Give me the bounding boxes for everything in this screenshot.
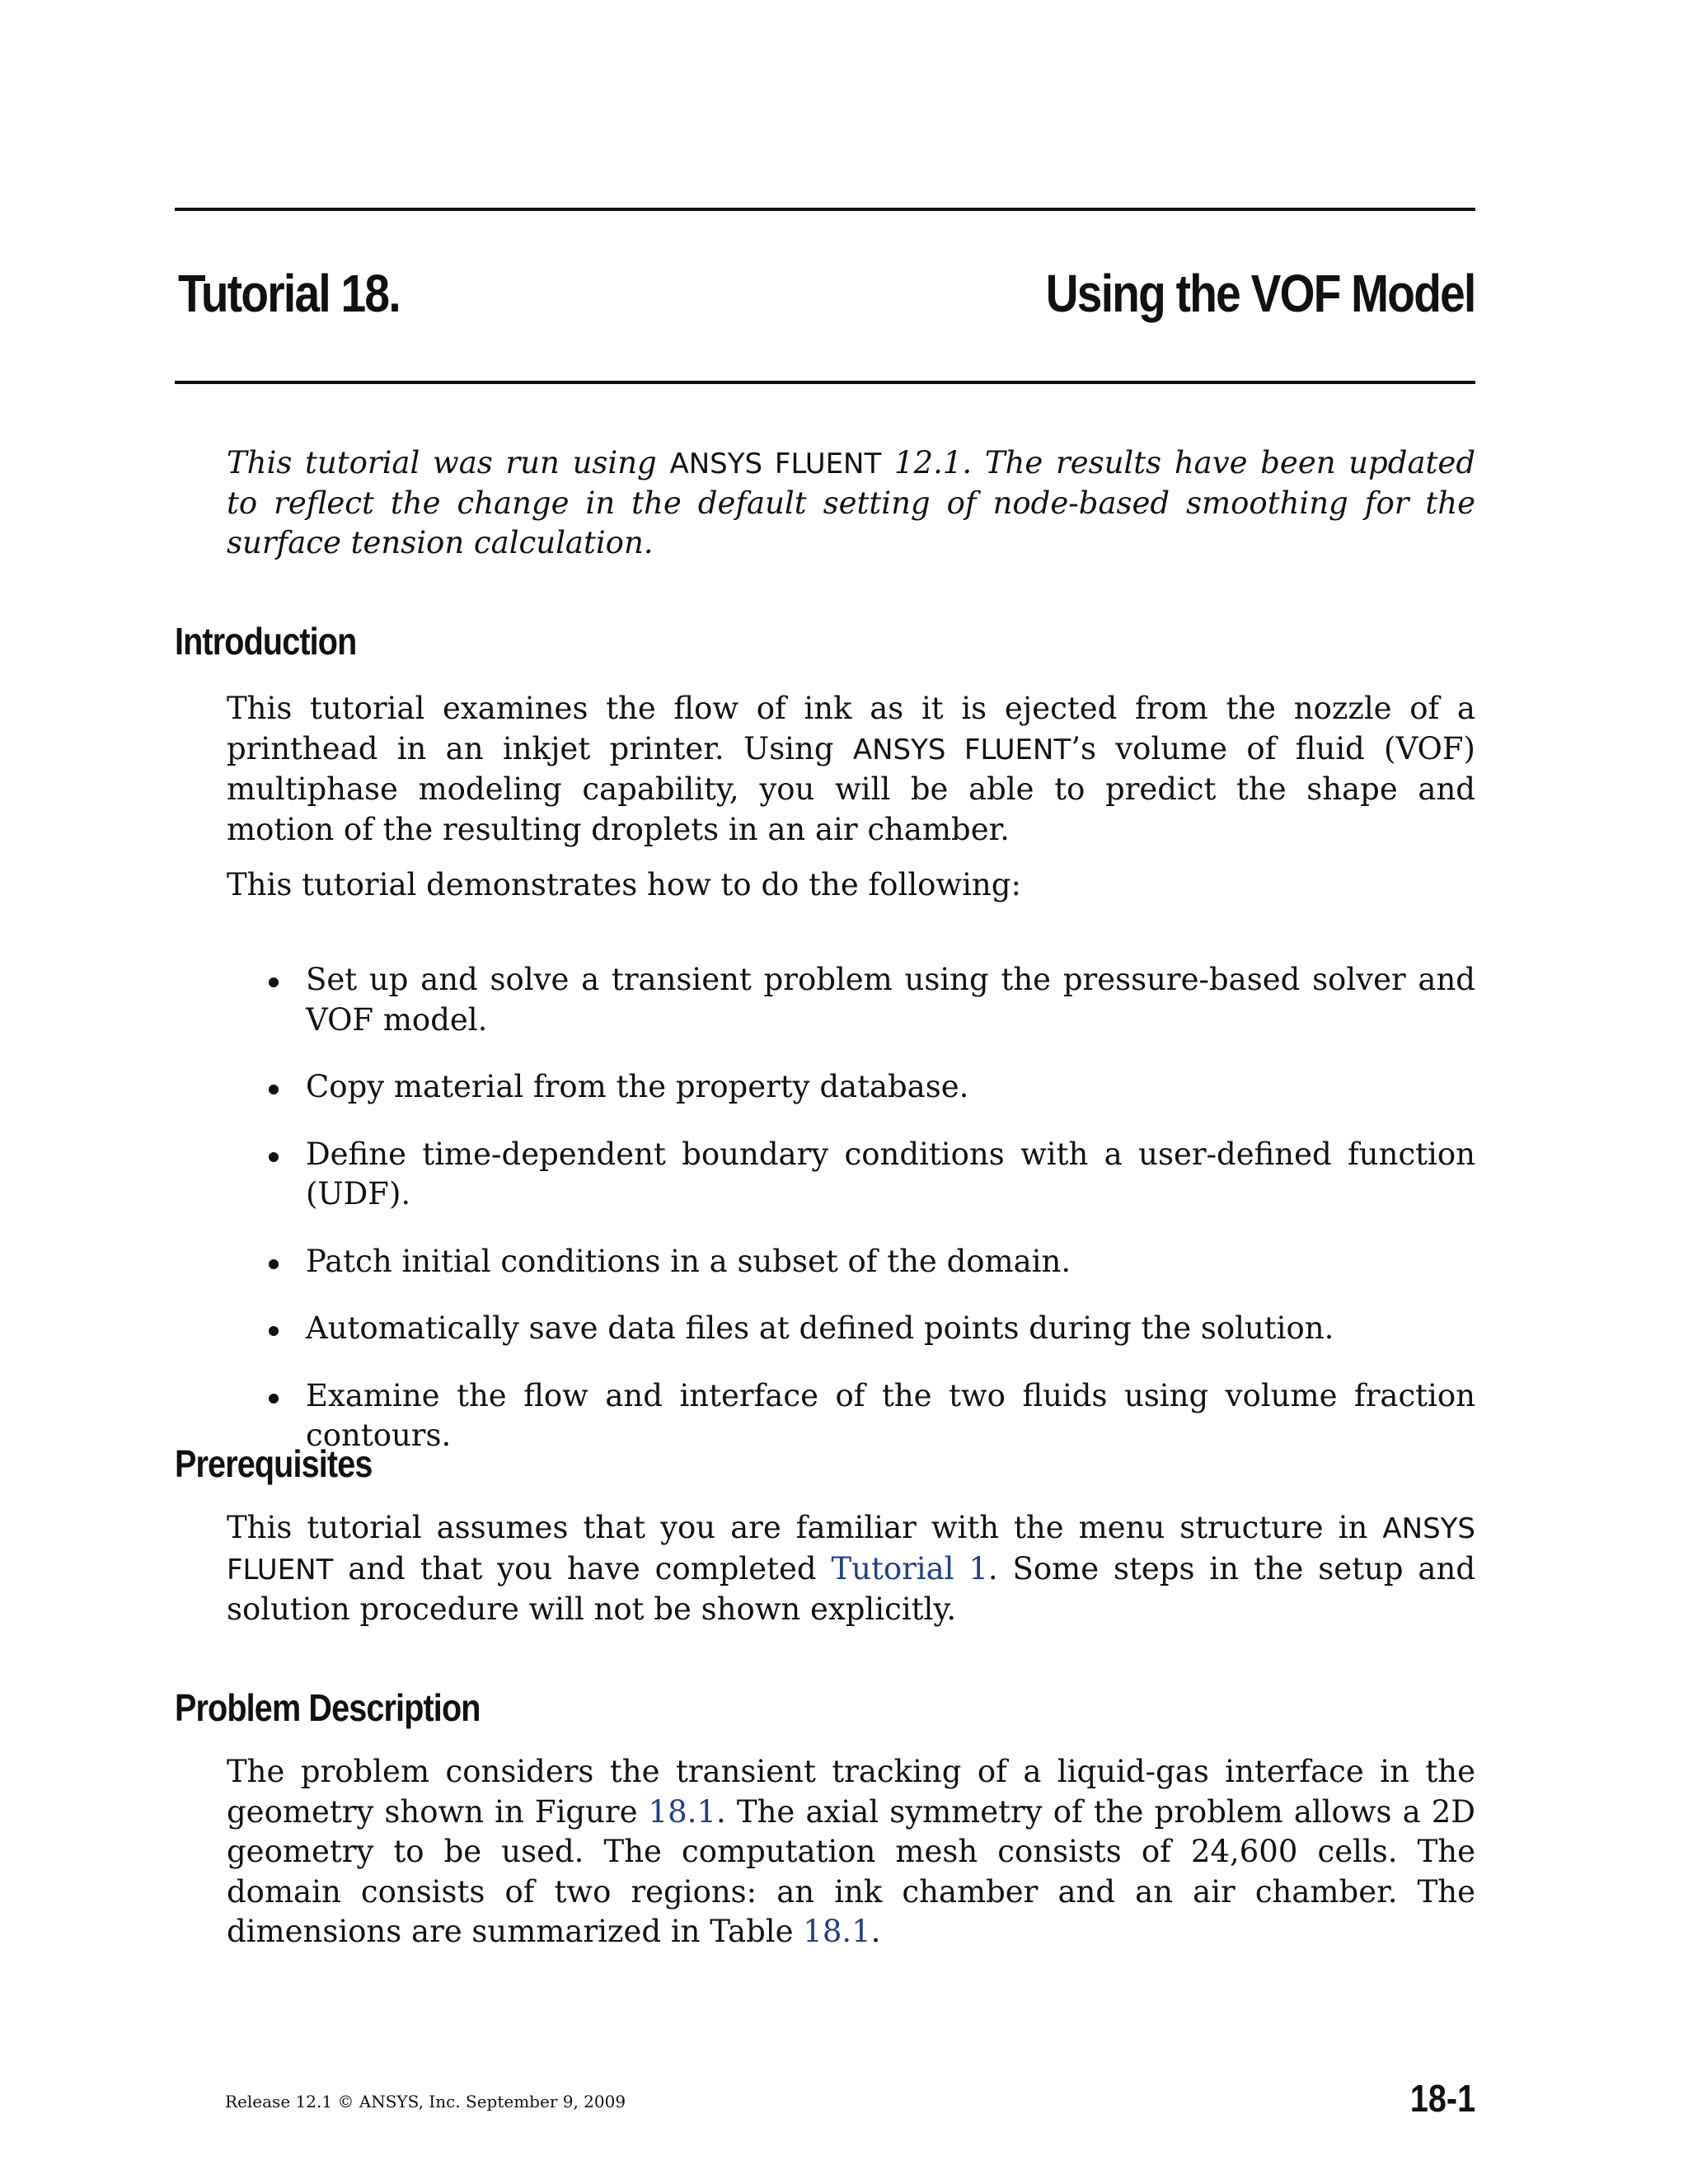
prereq-text-end: . Some steps in the setup and solution procedure will not be shown explicitly. xyxy=(227,1550,1476,1627)
problem-text-end: . xyxy=(870,1914,881,1949)
prereq-text-start: This tutorial assumes that you are familiar with the menu structure in xyxy=(227,1510,1383,1545)
problem-text-start: The problem considers the transient tracking of a liquid-gas interface in the geometry shown in Figure xyxy=(227,1754,1475,1830)
section-heading-problem-description: Problem Description xyxy=(175,1686,481,1729)
list-item xyxy=(227,1067,1475,1108)
prereq-text-middle: and that you have completed xyxy=(333,1550,832,1586)
chapter-number: Tutorial 18. xyxy=(178,264,400,323)
header-rule-bottom xyxy=(175,381,1475,384)
objectives-list xyxy=(227,960,1475,1483)
list-item xyxy=(227,1376,1475,1456)
chapter-title: Using the VOF Model xyxy=(1046,264,1475,323)
software-name: ANSYS FLUENT xyxy=(669,448,882,480)
problem-text-middle: . The axial symmetry of the problem allows a 2D geometry to be used. The computation mesh consists of 24,600 cells. The domain consists of two regions: an ink chamber and an air chamber. The dimensions are summarized in Table xyxy=(227,1793,1475,1949)
introduction-paragraph xyxy=(227,689,1475,850)
problem-description-paragraph xyxy=(227,1752,1475,1952)
prerequisites-paragraph xyxy=(227,1508,1475,1630)
header-rule-top xyxy=(175,208,1475,211)
list-item-text: Patch initial conditions in a subset of the domain. xyxy=(306,1243,1071,1279)
intro-text-end: ’s volume of fluid (VOF) multiphase modeling capability, you will be able to predict the shape and motion of the resulting droplets in an air chamber. xyxy=(227,730,1475,847)
section-heading-introduction: Introduction xyxy=(175,620,357,663)
software-name: ANSYS FLUENT xyxy=(227,1512,1475,1586)
release-note xyxy=(227,443,1475,563)
bullet-icon xyxy=(269,1085,279,1094)
bullet-icon xyxy=(269,977,279,987)
note-text-end: 12.1. The results have been updated to reflect the change in the default setting of node-based smoothing for the surface tension calculation. xyxy=(227,445,1475,560)
list-item-text: Examine the flow and interface of the two fluids using volume fraction contours. xyxy=(306,1377,1475,1453)
list-item-text: Set up and solve a transient problem using the pressure-based solver and VOF model. xyxy=(306,962,1475,1038)
tutorial-1-link[interactable]: Tutorial 1 xyxy=(831,1550,988,1586)
list-item-text: Define time-dependent boundary conditions with a user-defined function (UDF). xyxy=(306,1136,1475,1212)
list-item-text: Copy material from the property database. xyxy=(306,1069,969,1104)
list-item xyxy=(227,1242,1475,1282)
figure-18-1-link[interactable]: 18.1 xyxy=(648,1793,717,1830)
list-item xyxy=(227,1135,1475,1215)
note-text-start: This tutorial was run using xyxy=(227,445,670,480)
bullet-icon xyxy=(269,1152,279,1162)
bullet-icon xyxy=(269,1394,279,1404)
software-name: ANSYS FLUENT xyxy=(852,733,1071,766)
objectives-lead: This tutorial demonstrates how to do the following: xyxy=(227,867,1021,902)
bullet-icon xyxy=(269,1259,279,1269)
table-18-1-link[interactable]: 18.1 xyxy=(803,1914,871,1949)
list-item xyxy=(227,1309,1475,1349)
intro-text-start: This tutorial examines the flow of ink as it is ejected from the nozzle of a printhead in an inkjet printer. Using xyxy=(227,691,1475,766)
page-number: 18-1 xyxy=(1409,2077,1475,2120)
list-item-text: Automatically save data files at defined points during the solution. xyxy=(306,1310,1334,1346)
bullet-icon xyxy=(269,1326,279,1336)
section-heading-prerequisites: Prerequisites xyxy=(175,1442,373,1485)
list-item xyxy=(227,960,1475,1040)
footer-release-info: Release 12.1 © ANSYS, Inc. September 9, 2009 xyxy=(225,2092,626,2111)
